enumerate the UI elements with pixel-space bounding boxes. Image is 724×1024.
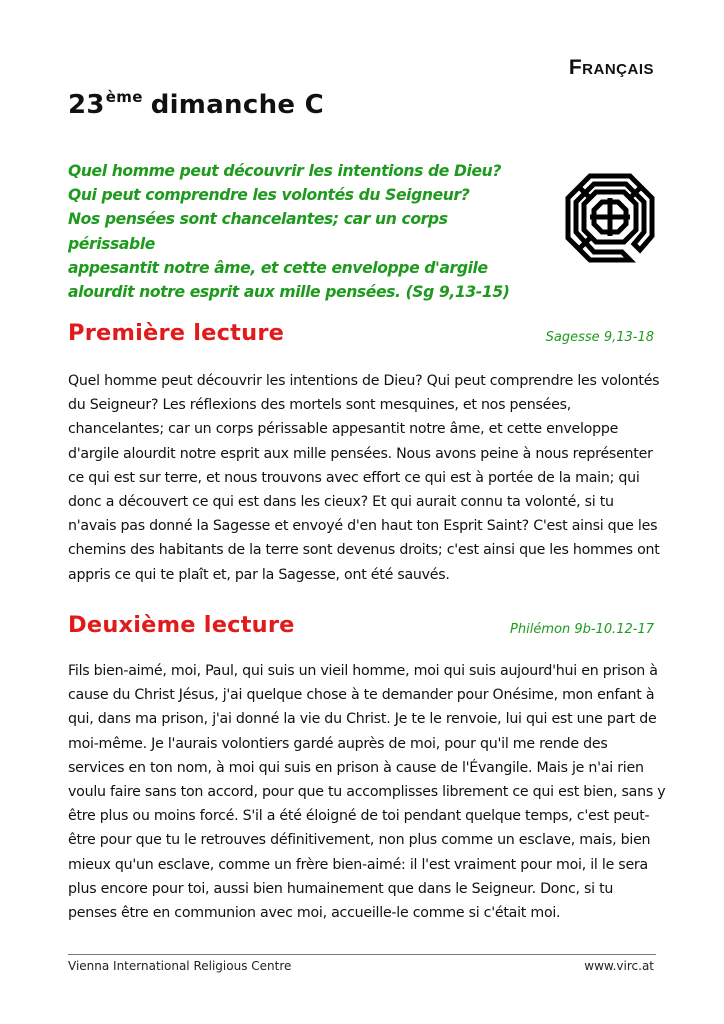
footer-organization: Vienna International Religious Centre [68, 959, 292, 973]
virc-logo-icon [560, 168, 660, 268]
second-reading-title: Deuxième lecture [68, 612, 295, 638]
footer-divider [68, 954, 656, 955]
language-label: Français [568, 56, 654, 79]
intro-quote: Quel homme peut découvrir les intentions de Dieu? Qui peut comprendre les volontés du Seigneur? Nos pensées sont chancelantes; car un corps périssable appesantit notre âme, et cette enveloppe d'argile alourdit notre esprit aux mille pensées. (Sg 9,13-15) [68, 162, 510, 302]
footer-website-link[interactable]: www.virc.at [584, 959, 654, 973]
title-rest: dimanche C [150, 90, 325, 120]
first-reading-reference: Sagesse 9,13-18 [545, 330, 654, 345]
page-title [68, 88, 324, 120]
second-reading-reference: Philémon 9b-10.12-17 [510, 622, 654, 637]
title-number: 23 [68, 90, 105, 120]
title-superscript: ème [105, 88, 143, 106]
first-reading-title: Première lecture [68, 320, 285, 346]
first-reading-text: Quel homme peut découvrir les intentions de Dieu? Qui peut comprendre les volontés du Seigneur? Les réflexions des mortels sont mesquines, et nos pensées, chancelantes; car un corps périssable appesantit notre âme, et cette enveloppe d'argile alourdit notre esprit aux mille pensées. Nous avons peine à nous représenter ce qui est sur terre, et nous trouvons avec effort ce qui est à portée de la main; qui donc a découvert ce qui est dans les cieux? Et qui aurait connu ta volonté, si tu n'avais pas donné la Sagesse et envoyé d'en haut ton Esprit Saint? C'est ainsi que les chemins des habitants de la terre sont devenus droits; c'est ainsi que les hommes ont appris ce qui te plaît et, par la Sagesse, ont été sauvés. [68, 373, 660, 583]
second-reading-text: Fils bien-aimé, moi, Paul, qui suis un vieil homme, moi qui suis aujourd'hui en prison à cause du Christ Jésus, j'ai quelque chose à te demander pour Onésime, mon enfant à qui, dans ma prison, j'ai donné la vie du Christ. Je te le renvoie, lui qui est une part de moi-même. Je l'aurais volontiers gardé auprès de moi, pour qu'il me rende des services en ton nom, à moi qui suis en prison à cause de l'Évangile. Mais je n'ai rien voulu faire sans ton accord, pour que tu accomplisses librement ce qui est bien, sans y être plus ou moins forcé. S'il a été éloigné de toi pendant quelque temps, c'est peut-être pour que tu le retrouves définitivement, non plus comme un esclave, mais, bien mieux qu'un esclave, comme un frère bien-aimé: il l'est vraiment pour moi, il le sera plus encore pour toi, aussi bien humainement que dans le Seigneur. Donc, si tu penses être en communion avec moi, accueille-le comme si c'était moi. [68, 663, 666, 922]
